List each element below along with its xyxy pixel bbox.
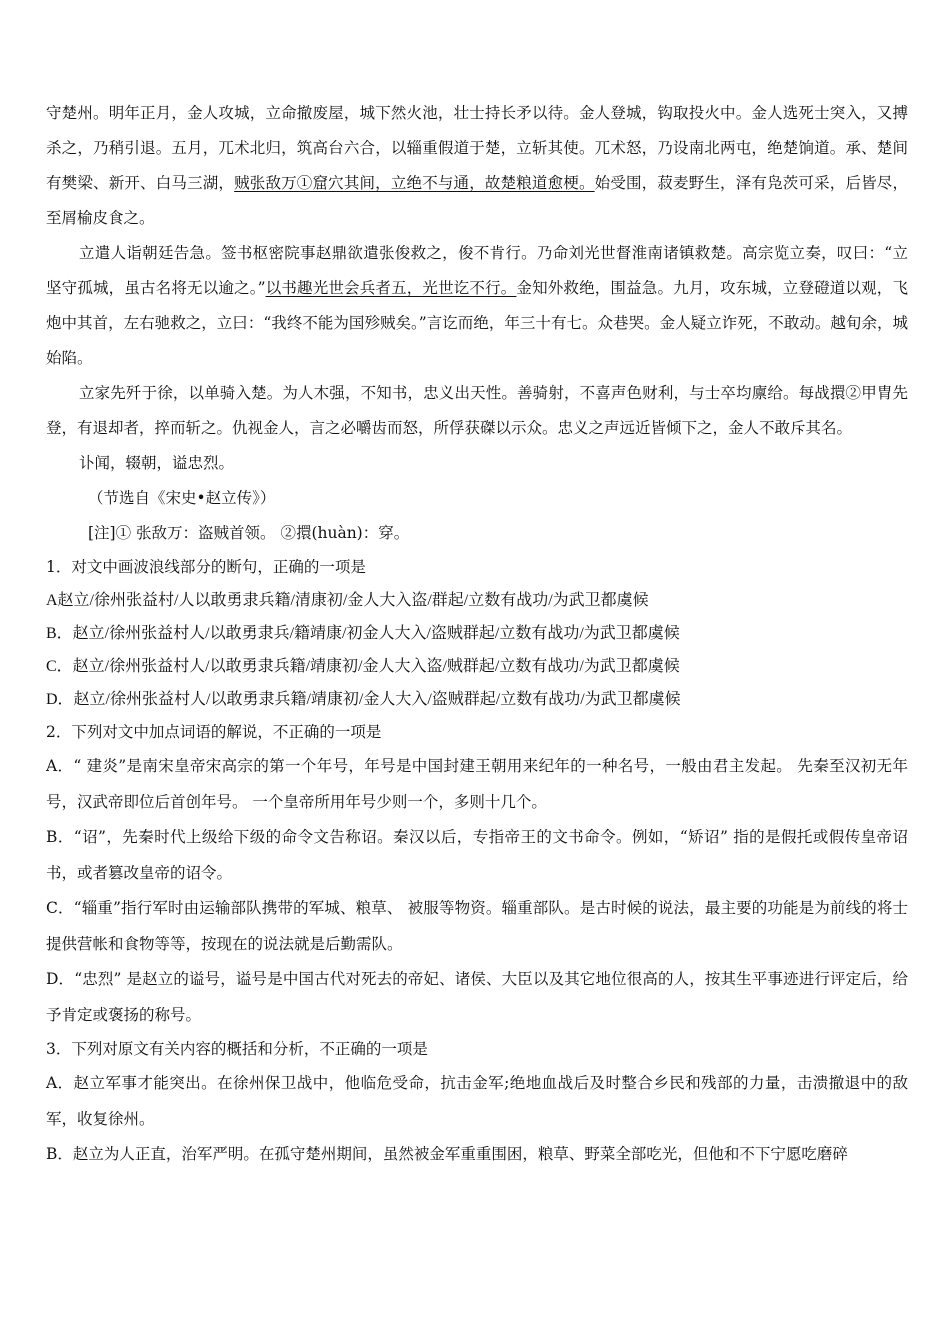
question-1-stem: 1．对文中画波浪线部分的断句，正确的一项是 [46, 558, 366, 576]
document-page [46, 96, 908, 1173]
footnote: [注]① 张敌万：盗贼首领。 ②擐(huàn)：穿。 [88, 524, 410, 542]
wavy-underlined-sentence: 贼张敌万①窟穴其间，立绝不与通，故楚粮道愈梗。 [234, 174, 595, 192]
paragraph-text: 始受围，菽麦野生，泽有凫茨可采，后皆尽，至屑榆皮食之。 [46, 174, 908, 227]
question-1-option-c: C．赵立/徐州张益村人/以敢勇隶兵籍/靖康初/金人大入盗/贼群起/立数有战功/为武卫都虞候 [46, 658, 680, 675]
question-2-option-b: B．“诏”，先秦时代上级给下级的命令文告称诏。秦汉以后，专指帝王的文书命令。例如，“矫诏” 指的是假托或假传皇帝诏书，或者篡改皇帝的诏令。 [46, 828, 908, 882]
question-2-stem: 2．下列对文中加点词语的解说，不正确的一项是 [46, 723, 382, 741]
question-2-option-d: D．“忠烈” 是赵立的谥号，谥号是中国古代对死去的帝妃、诸侯、大臣以及其它地位很高的人，按其生平事迹进行评定后，给予肯定或褒扬的称号。 [46, 970, 908, 1024]
passage-paragraph-3: 立家先歼于徐，以单骑入楚。为人木强，不知书，忠义出天性。善骑射，不喜声色财利，与士卒均廪给。每战擐②甲胄先登，有退却者，捽而斩之。仇视金人，言之必嚼齿而怒，所俘获磔以示众。忠义之声远近皆倾下之，金人不敢斥其名。 [46, 384, 908, 437]
paragraph-text: 守楚州。明年正月，金人攻城，立命撤废屋，城下然火池，壮士持长矛以待。金人登城，钩取投火中。金人选死士突入，又搏杀之，乃稍引退。五月，兀术北归，筑高台六合，以辎重假道于楚，立斩其使。兀术怒，乃设南北两屯，绝楚饷道。承、楚间有樊梁、新开、白马三湖， [46, 104, 908, 192]
question-1-option-d: D．赵立/徐州张益村人/以敢勇隶兵籍/靖康初/金人大入/盗贼群起/立数有战功/为武卫都虞候 [46, 691, 681, 708]
question-2-option-a: A．“ 建炎”是南宋皇帝宋高宗的第一个年号，年号是中国封建王朝用来纪年的一种名号，一般由君主发起。 先秦至汉初无年号，汉武帝即位后首创年号。 一个皇帝所用年号少则一个，多则十几个。 [46, 757, 908, 811]
passage-paragraph-2 [46, 236, 908, 376]
question-3-stem: 3．下列对原文有关内容的概括和分析，不正确的一项是 [46, 1040, 428, 1058]
source-citation: （节选自《宋史•赵立传》） [88, 489, 276, 507]
question-3-option-a: A．赵立军事才能突出。在徐州保卫战中，他临危受命，抗击金军;绝地血战后及时整合乡民和残部的力量，击溃撤退中的敌军，收复徐州。 [46, 1074, 908, 1128]
question-2-option-c: C．“辎重”指行军时由运输部队携带的军城、粮草、 被服等物资。辎重部队。是古时候的说法，最主要的功能是为前线的将士提供营帐和食物等等，按现在的说法就是后勤需队。 [46, 899, 908, 953]
paragraph-text: 金知外救绝，围益急。九月，攻东城，立登磴道以观，飞炮中其首，左右驰救之，立曰：“我终不能为国殄贼矣。”言讫而绝，年三十有七。众巷哭。金人疑立诈死，不敢动。越旬余，城始陷。 [46, 279, 908, 367]
question-3-option-b: B．赵立为人正直，治军严明。在孤守楚州期间，虽然被金军重重围困，粮草、野菜全部吃光，但他和不下宁愿吃磨碎 [46, 1145, 848, 1163]
passage-paragraph-4: 讣闻，辍朝，谥忠烈。 [79, 454, 235, 472]
underlined-sentence: 以书趣光世会兵者五，光世讫不行。 [265, 279, 517, 297]
passage-paragraph-1 [46, 96, 908, 236]
question-1-option-b: B．赵立/徐州张益村人/以敢勇隶兵/籍靖康/初金人大入/盗贼群起/立数有战功/为武卫都虞候 [46, 625, 680, 642]
paragraph-text: 立遣人诣朝廷告急。签书枢密院事赵鼎欲遣张俊救之，俊不肯行。乃命刘光世督淮南诸镇救楚。高宗览立奏，叹曰：“立坚守孤城，虽古名将无以逾之。” [46, 244, 908, 297]
question-1-option-a: A赵立/徐州张益村/人以敢勇隶兵籍/清康初/金人大入盗/群起/立数有战功/为武卫都虞候 [46, 592, 649, 609]
